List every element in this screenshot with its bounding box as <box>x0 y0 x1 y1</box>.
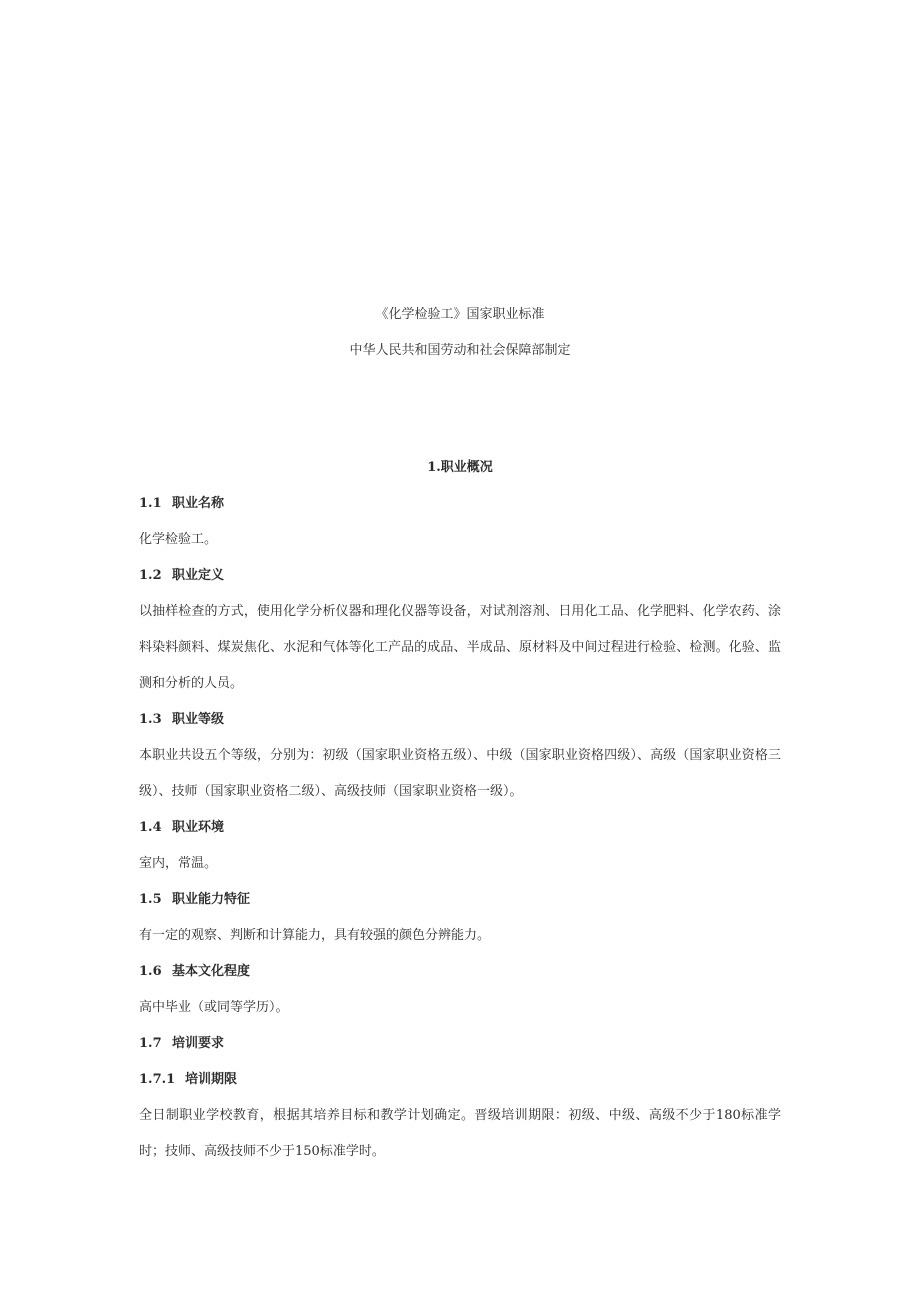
subsection-title: 职业等级 <box>172 712 225 727</box>
subsection-heading-1-6 <box>139 954 781 990</box>
subsection-title: 职业环境 <box>172 820 225 835</box>
subsection-number: 1.7.1 <box>139 1072 176 1087</box>
subsection-number: 1.2 <box>139 568 162 583</box>
subsection-number: 1.3 <box>139 712 162 727</box>
paragraph-1-2: 以抽样检查的方式，使用化学分析仪器和理化仪器等设备，对试剂溶剂、日用化工品、化学肥料、化学农药、涂料染料颜料、煤炭焦化、水泥和气体等化工产品的成品、半成品、原材料及中间过程进行检验、检测。化验、监测和分析的人员。 <box>139 604 781 691</box>
subsection-heading-1-7 <box>139 1026 781 1062</box>
subsection-heading-1-2 <box>139 558 781 594</box>
subsection-heading-1-3 <box>139 702 781 738</box>
document-title: 《化学检验工》国家职业标准 <box>375 307 545 322</box>
document-body <box>139 450 781 1170</box>
subsection-number: 1.7 <box>139 1036 162 1051</box>
document-issuer: 中华人民共和国劳动和社会保障部制定 <box>349 343 571 358</box>
paragraph-1-5: 有一定的观察、判断和计算能力，具有较强的颜色分辨能力。 <box>139 928 491 943</box>
paragraph-1-4: 室内，常温。 <box>139 856 218 871</box>
subsection-heading-1-1 <box>139 486 781 522</box>
subsection-number: 1.5 <box>139 892 162 907</box>
subsection-title: 培训期限 <box>185 1072 238 1087</box>
subsection-number: 1.6 <box>139 964 162 979</box>
subsection-title: 职业能力特征 <box>172 892 251 907</box>
subsection-title: 职业定义 <box>172 568 225 583</box>
subsection-number: 1.4 <box>139 820 162 835</box>
subsection-heading-1-7-1 <box>139 1062 781 1098</box>
paragraph-1-6: 高中毕业（或同等学历）。 <box>139 1000 289 1015</box>
paragraph-1-3: 本职业共设五个等级，分别为：初级（国家职业资格五级）、中级（国家职业资格四级）、高级（国家职业资格三级）、技师（国家职业资格二级）、高级技师（国家职业资格一级）。 <box>139 748 781 799</box>
subsection-number: 1.1 <box>139 496 162 511</box>
section-heading-1: 1.职业概况 <box>427 460 493 475</box>
paragraph-1-7-1: 全日制职业学校教育，根据其培养目标和教学计划确定。晋级培训期限：初级、中级、高级不少于180标准学时；技师、高级技师不少于150标准学时。 <box>139 1108 781 1159</box>
subsection-heading-1-5 <box>139 882 781 918</box>
subsection-title: 基本文化程度 <box>172 964 251 979</box>
paragraph-1-1: 化学检验工。 <box>139 532 218 547</box>
subsection-heading-1-4 <box>139 810 781 846</box>
subsection-title: 职业名称 <box>172 496 225 511</box>
subsection-title: 培训要求 <box>172 1036 225 1051</box>
